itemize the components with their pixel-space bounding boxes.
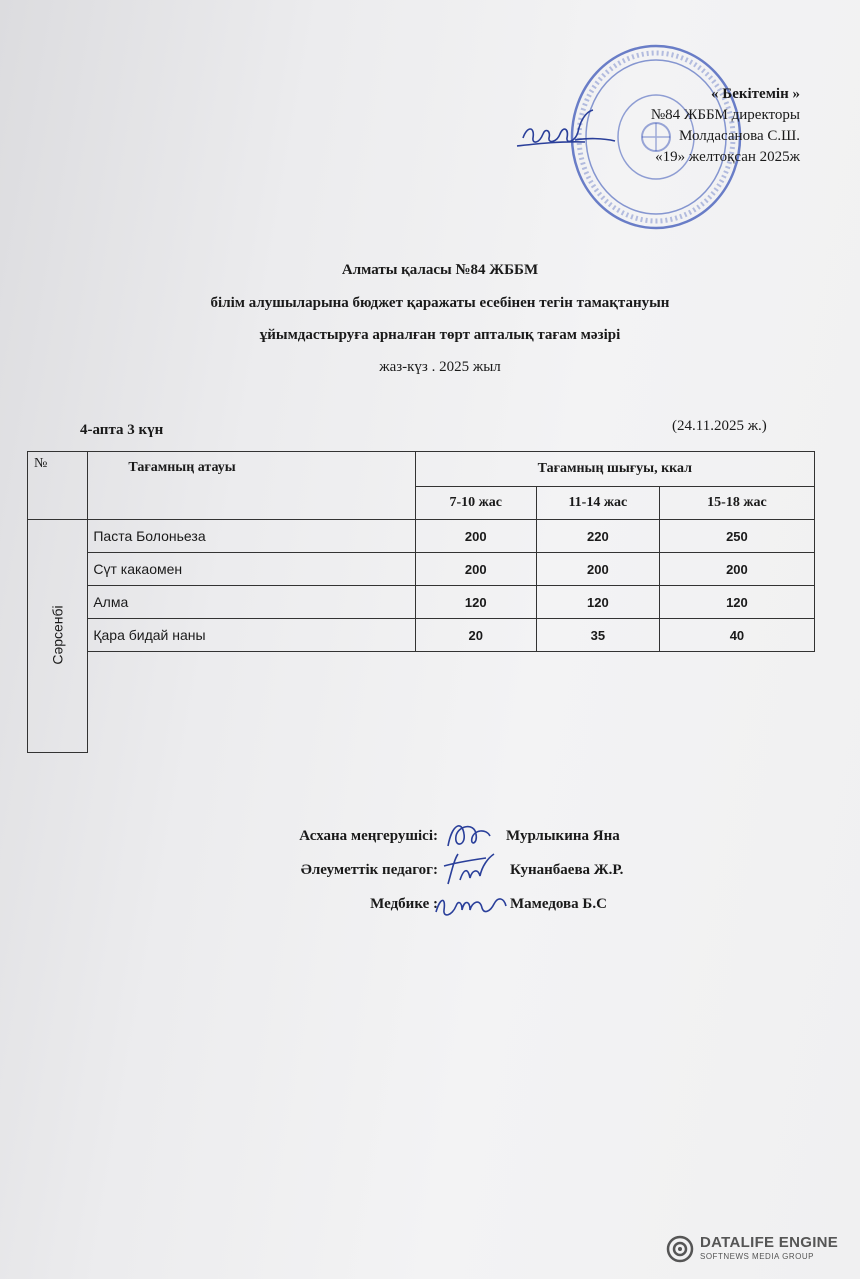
watermark-tagline: SOFTNEWS MEDIA GROUP bbox=[700, 1252, 815, 1261]
signature-role: Асхана меңгерушісі: bbox=[299, 828, 438, 844]
col-number-header: № bbox=[28, 452, 88, 520]
kcal-value: 120 bbox=[536, 586, 659, 619]
week-label: 4-апта 3 күн bbox=[80, 422, 164, 438]
table-row bbox=[28, 520, 815, 553]
approval-heading: « Бекітемін » bbox=[711, 86, 800, 102]
document-title: Алматы қаласы №84 ЖББМ bbox=[341, 262, 539, 278]
approval-block bbox=[560, 84, 800, 168]
datalife-logo-icon bbox=[666, 1235, 694, 1263]
day-cell bbox=[28, 520, 88, 753]
document-title-line2: білім алушыларына бюджет қаражаты есебінен тегін тамақтануын bbox=[210, 295, 670, 311]
age-group-header: 7-10 жас bbox=[415, 487, 536, 520]
table-row bbox=[28, 619, 815, 652]
kcal-value: 250 bbox=[659, 520, 814, 553]
approval-line1: №84 ЖББМ директоры bbox=[650, 107, 800, 123]
approval-line2: Молдасанова С.Ш. bbox=[679, 128, 800, 144]
kcal-value: 200 bbox=[659, 553, 814, 586]
table-empty-area bbox=[28, 652, 815, 753]
dish-name: Паста Болоньеза bbox=[88, 520, 415, 553]
signature-icon bbox=[432, 884, 510, 924]
signature-name: Мурлыкина Яна bbox=[506, 828, 620, 844]
dish-name: Алма bbox=[88, 586, 415, 619]
signature-icon bbox=[440, 816, 495, 854]
watermark bbox=[666, 1232, 846, 1266]
signature-role: Медбике : bbox=[370, 896, 438, 912]
kcal-value: 120 bbox=[415, 586, 536, 619]
kcal-value: 20 bbox=[415, 619, 536, 652]
empty-cell bbox=[88, 652, 815, 753]
season-label: жаз-күз . 2025 жыл bbox=[379, 359, 501, 375]
menu-table bbox=[27, 451, 815, 753]
kcal-value: 120 bbox=[659, 586, 814, 619]
date-label: (24.11.2025 ж.) bbox=[672, 418, 767, 434]
approval-line3: «19» желтоқсан 2025ж bbox=[655, 149, 800, 165]
dish-name: Сүт какаомен bbox=[88, 553, 415, 586]
kcal-value: 35 bbox=[536, 619, 659, 652]
kcal-value: 200 bbox=[415, 553, 536, 586]
kcal-value: 40 bbox=[659, 619, 814, 652]
signature-name: Кунанбаева Ж.Р. bbox=[510, 862, 624, 878]
dish-name: Қара бидай наны bbox=[88, 619, 415, 652]
age-group-header: 15-18 жас bbox=[659, 487, 814, 520]
watermark-brand: DATALIFE ENGINE bbox=[700, 1234, 839, 1251]
kcal-value: 200 bbox=[415, 520, 536, 553]
signature-name: Мамедова Б.С bbox=[510, 896, 607, 912]
table-row bbox=[28, 553, 815, 586]
day-label: Сәрсенбі bbox=[49, 605, 66, 665]
age-group-header: 11-14 жас bbox=[536, 487, 659, 520]
table-row bbox=[28, 586, 815, 619]
col-output-header: Тағамның шығуы, ккал bbox=[415, 452, 814, 487]
document-title-line3: ұйымдастыруға арналған төрт апталық тағам мәзірі bbox=[259, 327, 621, 343]
kcal-value: 220 bbox=[536, 520, 659, 553]
kcal-value: 200 bbox=[536, 553, 659, 586]
signature-role: Әлеуметтік педагог: bbox=[300, 862, 438, 878]
col-name-header: Тағамның атауы bbox=[88, 452, 415, 520]
